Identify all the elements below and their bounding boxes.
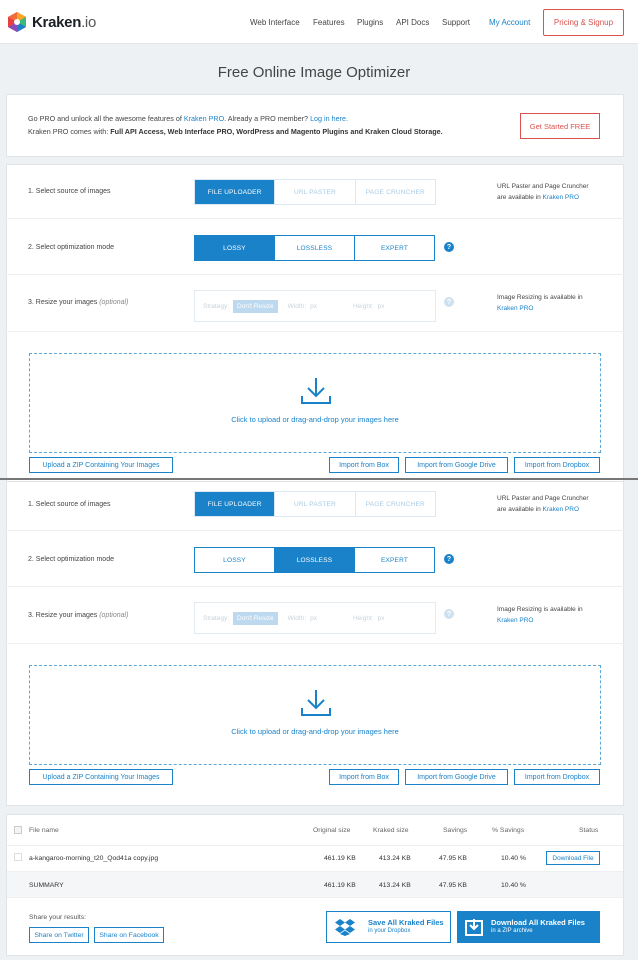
width-input[interactable]: px	[310, 614, 317, 622]
note-text: URL Paster and Page Cruncher	[497, 183, 589, 190]
note-text: are available in	[497, 194, 543, 201]
height-label: Height:	[352, 614, 374, 622]
logo-suffix: .io	[81, 13, 97, 31]
nav-my-account[interactable]: My Account	[489, 18, 531, 27]
nav-support[interactable]: Support	[442, 18, 471, 27]
step-resize-label: 3. Resize your images	[28, 299, 98, 306]
kraken-pro-link[interactable]: Kraken PRO	[497, 617, 534, 624]
row-divider	[6, 586, 624, 587]
col-status: Status	[579, 827, 599, 834]
nav-api-docs[interactable]: API Docs	[396, 18, 430, 27]
row-divider	[6, 274, 624, 275]
row-checkbox[interactable]	[14, 853, 22, 861]
kraken-logo[interactable]	[6, 10, 96, 34]
kraken-pro-link[interactable]: Kraken PRO	[542, 506, 580, 513]
login-link[interactable]: Log in here.	[310, 114, 349, 123]
strategy-label: Strategy:	[203, 614, 230, 622]
step-resize-label: 3. Resize your images	[28, 612, 98, 619]
share-label: Share your results:	[29, 914, 87, 921]
import-box-button[interactable]: Import from Box	[329, 769, 399, 785]
mode-selector	[194, 235, 435, 261]
pro-note-sources	[497, 493, 589, 515]
download-zip-button[interactable]	[457, 911, 600, 943]
screenshot-divider	[0, 478, 638, 480]
summary-kraked-size: 413.24 KB	[379, 882, 411, 889]
height-label: Height:	[352, 302, 374, 310]
help-icon[interactable]: ?	[444, 242, 454, 252]
row-divider	[6, 530, 624, 531]
mode-lossless[interactable]: LOSSLESS	[275, 548, 355, 572]
kraken-pro-link[interactable]: Kraken PRO	[497, 305, 534, 312]
upload-zip-button[interactable]: Upload a ZIP Containing Your Images	[29, 457, 173, 473]
row-divider	[6, 218, 624, 219]
optional-label: (optional)	[99, 299, 129, 306]
col-original-size: Original size	[313, 827, 351, 834]
download-archive-icon	[465, 918, 483, 936]
promo-text: Go PRO and unlock all the awesome features of	[28, 114, 184, 123]
row-divider	[6, 643, 624, 644]
nav-features[interactable]: Features	[313, 18, 345, 27]
col-savings: Savings	[443, 827, 468, 834]
mode-expert[interactable]: EXPERT	[380, 244, 409, 252]
nav-plugins[interactable]: Plugins	[357, 18, 384, 27]
col-file-name: File name	[29, 827, 59, 834]
height-input[interactable]: px	[377, 614, 385, 622]
resize-controls	[194, 602, 436, 634]
source-selector	[194, 179, 436, 205]
summary-row	[7, 871, 623, 898]
step-optimization-mode: 2. Select optimization mode	[28, 244, 114, 251]
kraken-logo-icon	[6, 11, 28, 33]
source-selector	[194, 491, 436, 517]
pro-note-sources	[497, 181, 589, 203]
upload-zip-button[interactable]: Upload a ZIP Containing Your Images	[29, 769, 173, 785]
width-input[interactable]: px	[310, 302, 317, 310]
pro-note-resize	[497, 292, 583, 314]
promo-line-2	[28, 127, 443, 136]
tab-file-uploader[interactable]: FILE UPLOADER	[195, 180, 275, 204]
strategy-label: Strategy:	[203, 302, 230, 310]
col-percent-savings: % Savings	[492, 827, 525, 834]
import-google-drive-button[interactable]: Import from Google Drive	[405, 457, 508, 473]
promo-features: Full API Access, Web Interface PRO, WordPress and Magento Plugins and Kraken Cloud Storage.	[110, 127, 443, 136]
download-file-button[interactable]: Download File	[546, 851, 600, 865]
get-started-free-button[interactable]: Get Started FREE	[520, 113, 600, 139]
import-google-drive-button[interactable]: Import from Google Drive	[405, 769, 508, 785]
summary-savings: 47.95 KB	[439, 882, 467, 889]
page-title: Free Online Image Optimizer	[217, 64, 411, 81]
dropbox-icon	[335, 918, 355, 936]
upload-dropzone[interactable]	[29, 665, 601, 765]
note-text: Image Resizing is available in	[497, 294, 583, 301]
promo-text: Kraken PRO comes with:	[28, 127, 111, 136]
optional-label: (optional)	[99, 612, 129, 619]
original-size: 461.19 KB	[324, 855, 356, 862]
pro-note-resize	[497, 604, 583, 626]
upload-dropzone[interactable]	[29, 353, 601, 453]
col-kraked-size: Kraked size	[373, 827, 409, 834]
tab-url-paster[interactable]: URL PASTER	[275, 492, 355, 516]
percent-savings: 10.40 %	[501, 855, 526, 862]
mode-lossless[interactable]: LOSSLESS	[275, 236, 355, 260]
tab-file-uploader[interactable]: FILE UPLOADER	[195, 492, 275, 516]
savings: 47.95 KB	[439, 855, 467, 862]
mode-lossy[interactable]: LOSSY	[195, 548, 275, 572]
kraken-pro-link[interactable]: Kraken PRO	[542, 194, 580, 201]
row-divider	[6, 331, 624, 332]
file-name: a-kangaroo-morning_t20_Qod41a copy.jpg	[29, 855, 159, 862]
summary-label: SUMMARY	[29, 882, 64, 889]
logo-text: Kraken	[32, 13, 82, 31]
resize-controls	[194, 290, 436, 322]
import-box-button[interactable]: Import from Box	[329, 457, 399, 473]
save-dropbox-subtitle: in your Dropbox	[368, 928, 411, 934]
summary-original-size: 461.19 KB	[324, 882, 356, 889]
tab-url-paster[interactable]: URL PASTER	[275, 180, 355, 204]
step-select-source: 1. Select source of images	[28, 188, 111, 195]
nav-web-interface[interactable]: Web Interface	[250, 18, 300, 27]
tab-page-cruncher[interactable]: PAGE CRUNCHER	[365, 188, 425, 196]
import-dropbox-button[interactable]: Import from Dropbox	[514, 769, 600, 785]
select-all-checkbox[interactable]	[14, 826, 22, 834]
download-zip-subtitle: in a ZIP archive	[491, 928, 533, 934]
download-arrow-icon	[300, 688, 332, 718]
top-navigation	[0, 0, 638, 44]
width-label: Width:	[287, 302, 307, 310]
mode-selector	[194, 547, 435, 573]
step-resize	[28, 612, 128, 619]
resize-strategy-select[interactable]: Don't Resize	[233, 300, 278, 313]
promo-text: . Already a PRO member?	[224, 114, 311, 123]
summary-percent-savings: 10.40 %	[501, 882, 526, 889]
note-text: are available in	[497, 506, 543, 513]
mode-expert[interactable]: EXPERT	[380, 556, 409, 564]
import-dropbox-button[interactable]: Import from Dropbox	[514, 457, 600, 473]
download-zip-title: Download All Kraked Files	[491, 918, 585, 927]
step-select-source: 1. Select source of images	[28, 501, 111, 508]
dropzone-text: Click to upload or drag-and-drop your images here	[231, 415, 399, 424]
help-icon[interactable]: ?	[444, 554, 454, 564]
dropzone-text: Click to upload or drag-and-drop your images here	[231, 727, 399, 736]
height-input[interactable]: px	[377, 302, 385, 310]
save-dropbox-title: Save All Kraked Files	[368, 918, 444, 927]
resize-strategy-select[interactable]: Don't Resize	[233, 612, 278, 625]
width-label: Width:	[287, 614, 307, 622]
mode-lossy[interactable]: LOSSY	[195, 236, 275, 260]
kraken-pro-link[interactable]: Kraken PRO	[183, 114, 225, 123]
share-twitter-button[interactable]: Share on Twitter	[29, 927, 89, 943]
download-arrow-icon	[300, 376, 332, 406]
help-icon[interactable]: ?	[444, 609, 454, 619]
promo-line-1	[28, 114, 348, 123]
pricing-signup-button[interactable]: Pricing & Signup	[543, 9, 624, 36]
tab-page-cruncher[interactable]: PAGE CRUNCHER	[365, 500, 425, 508]
note-text: URL Paster and Page Cruncher	[497, 495, 589, 502]
step-optimization-mode: 2. Select optimization mode	[28, 556, 114, 563]
help-icon[interactable]: ?	[444, 297, 454, 307]
save-dropbox-button[interactable]	[326, 911, 451, 943]
note-text: Image Resizing is available in	[497, 606, 583, 613]
step-resize	[28, 299, 128, 306]
kraked-size: 413.24 KB	[379, 855, 411, 862]
share-facebook-button[interactable]: Share on Facebook	[94, 927, 164, 943]
